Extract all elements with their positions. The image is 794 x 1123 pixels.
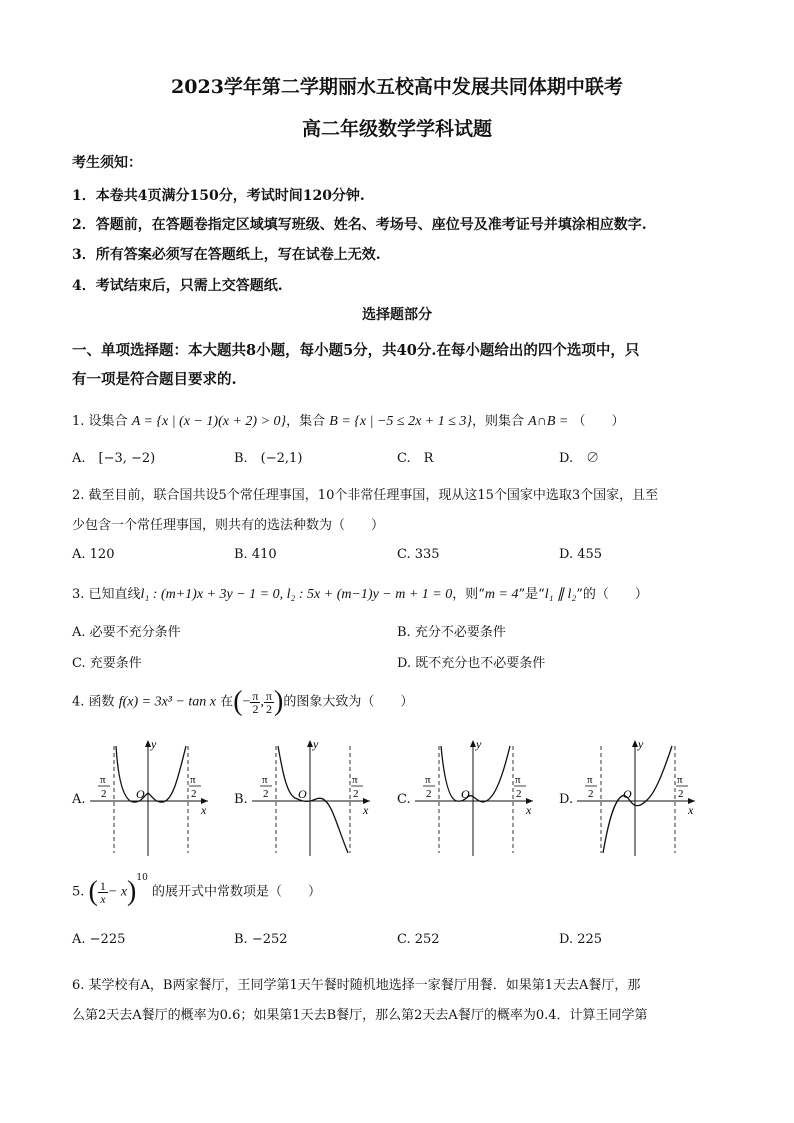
notice-item-2: 2．答题前，在答题卷指定区域填写班级、姓名、考场号、座位号及准考证号并填涂相应数字. xyxy=(72,217,647,233)
graph-d-two-left: 2 xyxy=(588,788,594,800)
q5-prefix: 5. xyxy=(72,884,85,900)
q1-option-b: B. (−2,1) xyxy=(234,451,303,466)
q4-mid: 在 xyxy=(220,694,234,710)
graph-c-pi-left: π xyxy=(425,774,431,786)
graph-label-d: D. xyxy=(559,792,574,807)
q3-cond: m = 4 xyxy=(484,587,519,602)
graph-a-two-left: 2 xyxy=(101,788,107,800)
notice-item-4: 4．考试结束后，只需上交答题纸. xyxy=(72,278,283,294)
exam-title: 2023学年第二学期丽水五校高中发展共同体期中联考 xyxy=(171,76,623,98)
q1-option-a: A. [−3, −2) xyxy=(72,451,156,466)
graph-b-pi-right: π xyxy=(352,774,358,786)
q2-option-d: D. 455 xyxy=(559,547,603,562)
q5-close-paren: ) xyxy=(127,876,137,907)
graph-b-y-label: y xyxy=(313,738,319,751)
question-2-line1: 2. 截至目前，联合国共设5个常任理事国，10个非常任理事国，现从这15个国家中选取3个国家，且至 xyxy=(72,488,659,503)
question-6-line2: 么第2天去A餐厅的概率为0.6；如果第1天去B餐厅，那么第2天去A餐厅的概率为0.4．计算王同学第 xyxy=(72,1008,648,1023)
q4-suffix: 的图象大致为（ ） xyxy=(283,694,414,710)
q4-frac-left xyxy=(250,690,260,715)
q3-mid: ，则“ xyxy=(452,587,485,602)
graph-c-two-right: 2 xyxy=(516,788,522,800)
q5-option-a: A. −225 xyxy=(72,932,126,947)
graph-a-two-right: 2 xyxy=(191,788,197,800)
q1-mid: ，集合 xyxy=(286,414,326,429)
graph-c-origin: O xyxy=(461,787,470,801)
q5-power: 10 xyxy=(136,873,148,884)
q1-prefix: 1. 设集合 xyxy=(72,414,128,429)
q1-suffix: ，则集合 xyxy=(472,414,525,429)
q3-lines: l₁ : (m+1)x + 3y − 1 = 0, l₂ : 5x + (m−1)y − m + 1 = 0 xyxy=(140,587,453,602)
graph-a-origin: O xyxy=(136,787,145,801)
q4-prefix: 4. 函数 xyxy=(72,694,115,710)
graph-d-x-label: x xyxy=(688,803,694,817)
notice-heading: 考生须知： xyxy=(72,155,142,171)
q5-frac-den: x xyxy=(100,891,106,906)
notice-item-1: 1．本卷共4页满分150分，考试时间120分钟. xyxy=(72,188,365,204)
graph-d-y-label: y xyxy=(638,738,644,751)
q4-comma: , xyxy=(260,694,264,710)
q1-set-a: A = {x | (x − 1)(x + 2) > 0} xyxy=(131,414,287,429)
q1-set-b: B = {x | −5 ≤ 2x + 1 ≤ 3} xyxy=(329,414,473,429)
graph-d-two-right: 2 xyxy=(678,788,684,800)
q4-frac-right xyxy=(264,690,274,715)
exam-subtitle: 高二年级数学学科试题 xyxy=(301,118,492,140)
q1-expr: A∩B = xyxy=(528,414,569,429)
q2-option-c: C. 335 xyxy=(397,547,440,562)
graph-b-origin: O xyxy=(298,787,307,801)
graph-d-pi-right: π xyxy=(677,774,683,786)
graph-d xyxy=(575,738,700,858)
q3-prefix: 3. 已知直线 xyxy=(72,587,141,602)
notice-item-3: 3．所有答案必须写在答题纸上，写在试卷上无效. xyxy=(72,247,381,263)
graph-c-y-label: y xyxy=(476,738,482,751)
q2-option-a: A. 120 xyxy=(72,547,115,562)
graph-label-c: C. xyxy=(397,792,411,807)
question-5 xyxy=(72,873,321,908)
q5-option-b: B. −252 xyxy=(234,932,288,947)
graph-c-x-label: x xyxy=(526,803,532,817)
graph-b xyxy=(250,738,375,858)
q3-concl: l₁ ∥ l₂ xyxy=(544,587,577,602)
graph-c-pi-right: π xyxy=(515,774,521,786)
q4-open-paren: ( xyxy=(233,686,243,717)
q5-option-d: D. 225 xyxy=(559,932,603,947)
graph-c-two-left: 2 xyxy=(426,788,432,800)
q5-open-paren: ( xyxy=(88,876,98,907)
q5-option-c: C. 252 xyxy=(397,932,440,947)
part-heading-line2: 有一项是符合题目要求的. xyxy=(72,371,237,388)
graph-d-pi-left: π xyxy=(587,774,593,786)
q4-func: f(x) = 3x³ − tan x xyxy=(118,694,217,710)
q3-option-a: A. 必要不充分条件 xyxy=(72,625,181,640)
q4-frac-right-num: π xyxy=(265,688,273,703)
q3-option-c: C. 充要条件 xyxy=(72,656,142,671)
question-2-line2: 少包含一个常任理事国，则共有的选法种数为（ ） xyxy=(72,518,385,533)
part-heading-line1: 一、单项选择题：本大题共8小题，每小题5分，共40分.在每小题给出的四个选项中，只 xyxy=(72,342,640,359)
graph-b-pi-left: π xyxy=(262,774,268,786)
q5-frac-num: 1 xyxy=(99,878,106,893)
graph-b-two-right: 2 xyxy=(353,788,359,800)
q5-minus-x: − x xyxy=(107,884,128,900)
graph-label-b: B. xyxy=(234,792,248,807)
question-6-line1: 6. 某学校有A，B两家餐厅，王同学第1天午餐时随机地选择一家餐厅用餐．如果第1天去A餐厅，那 xyxy=(72,978,641,993)
graph-b-two-left: 2 xyxy=(263,788,269,800)
graph-b-x-label: x xyxy=(363,803,369,817)
graph-a xyxy=(88,738,213,858)
q2-option-b: B. 410 xyxy=(234,547,277,562)
q5-suffix: 的展开式中常数项是（ ） xyxy=(151,884,321,900)
q1-option-c: C. R xyxy=(397,451,434,466)
graph-a-pi-left: π xyxy=(100,774,106,786)
q4-frac-right-den: 2 xyxy=(266,701,273,716)
graph-a-y-label: y xyxy=(151,738,157,751)
q4-minus: − xyxy=(242,694,251,710)
q3-mid2: ”是“ xyxy=(518,587,545,602)
q4-close-paren: ) xyxy=(274,686,284,717)
graph-c xyxy=(413,738,538,858)
q3-option-d: D. 既不充分也不必要条件 xyxy=(397,656,546,671)
q3-option-b: B. 充分不必要条件 xyxy=(397,625,506,640)
q1-option-d: D. ∅ xyxy=(559,451,600,466)
section-title: 选择题部分 xyxy=(362,307,432,323)
graph-d-origin: O xyxy=(623,787,632,801)
graph-a-x-label: x xyxy=(201,803,207,817)
q4-frac-left-den: 2 xyxy=(252,701,259,716)
q1-paren: （ ） xyxy=(572,414,625,429)
q5-frac xyxy=(98,880,108,905)
graph-a-pi-right: π xyxy=(190,774,196,786)
question-3 xyxy=(72,583,648,603)
question-1 xyxy=(72,410,625,430)
question-4 xyxy=(72,686,413,718)
q3-suffix: ”的（ ） xyxy=(576,587,648,602)
q4-frac-left-num: π xyxy=(252,688,259,703)
graph-label-a: A. xyxy=(72,792,86,807)
